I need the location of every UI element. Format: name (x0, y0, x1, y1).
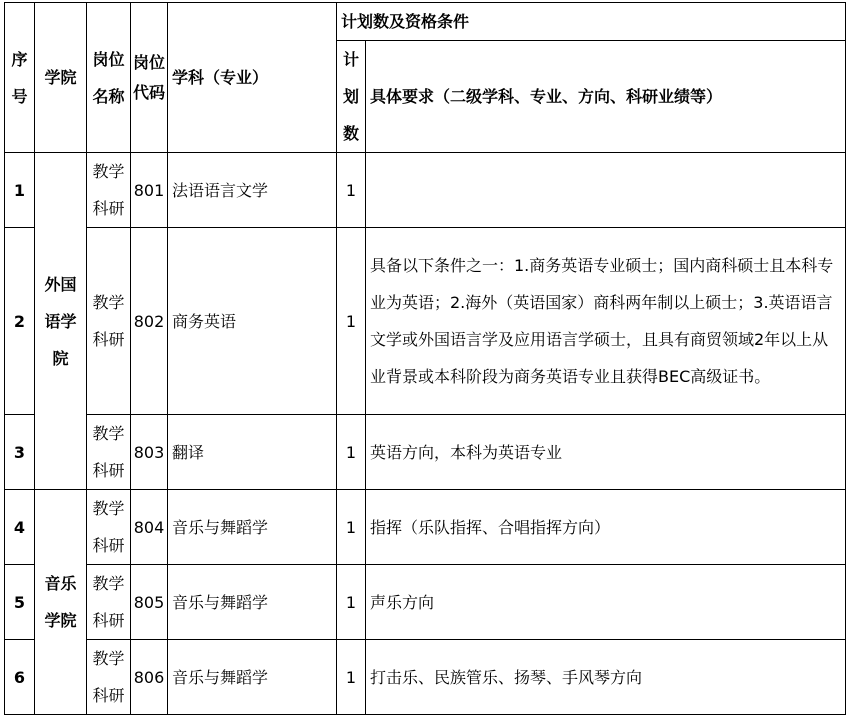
row-post-name: 教学科研 (87, 415, 131, 490)
row-requirement (366, 153, 846, 228)
row-discipline: 法语语言文学 (168, 153, 337, 228)
row-post-name: 教学科研 (87, 228, 131, 415)
row-requirement: 指挥（乐队指挥、合唱指挥方向） (366, 490, 846, 565)
row-discipline: 音乐与舞蹈学 (168, 640, 337, 715)
row-post-name: 教学科研 (87, 153, 131, 228)
row-count: 1 (337, 415, 366, 490)
college-cell: 音乐学院 (35, 490, 87, 715)
header-post-name: 岗位名称 (87, 3, 131, 153)
header-college: 学院 (35, 3, 87, 153)
row-seq: 3 (5, 415, 35, 490)
college-cell: 外国语学院 (35, 153, 87, 490)
row-seq: 1 (5, 153, 35, 228)
header-plan-count: 计划数 (337, 41, 366, 153)
table-row (5, 490, 846, 565)
row-count: 1 (337, 228, 366, 415)
row-requirement: 英语方向，本科为英语专业 (366, 415, 846, 490)
row-post-code: 805 (131, 565, 168, 640)
table-row (5, 153, 846, 228)
row-post-name: 教学科研 (87, 490, 131, 565)
row-discipline: 音乐与舞蹈学 (168, 490, 337, 565)
row-post-code: 806 (131, 640, 168, 715)
row-post-name: 教学科研 (87, 640, 131, 715)
table-row (5, 228, 846, 415)
row-seq: 6 (5, 640, 35, 715)
row-seq: 5 (5, 565, 35, 640)
row-requirement: 打击乐、民族管乐、扬琴、手风琴方向 (366, 640, 846, 715)
row-post-code: 801 (131, 153, 168, 228)
header-post-code: 岗位代码 (131, 3, 168, 153)
header-requirements: 具体要求（二级学科、专业、方向、科研业绩等） (366, 41, 846, 153)
row-count: 1 (337, 153, 366, 228)
row-seq: 2 (5, 228, 35, 415)
header-discipline: 学科（专业） (168, 3, 337, 153)
row-count: 1 (337, 565, 366, 640)
row-discipline: 音乐与舞蹈学 (168, 565, 337, 640)
header-seq: 序号 (5, 3, 35, 153)
row-post-code: 802 (131, 228, 168, 415)
table-row (5, 640, 846, 715)
row-requirement: 声乐方向 (366, 565, 846, 640)
header-plan-group: 计划数及资格条件 (337, 3, 846, 41)
row-count: 1 (337, 490, 366, 565)
row-post-name: 教学科研 (87, 565, 131, 640)
row-seq: 4 (5, 490, 35, 565)
row-discipline: 商务英语 (168, 228, 337, 415)
row-post-code: 803 (131, 415, 168, 490)
row-post-code: 804 (131, 490, 168, 565)
row-requirement: 具备以下条件之一：1.商务英语专业硕士；国内商科硕士且本科专业为英语；2.海外（英语国家）商科两年制以上硕士；3.英语语言文学或外国语言学及应用语言学硕士，且具有商贸领域2年以上从业背景或本科阶段为商务英语专业且获得BEC高级证书。 (366, 228, 846, 415)
recruitment-table (4, 2, 846, 715)
row-discipline: 翻译 (168, 415, 337, 490)
row-count: 1 (337, 640, 366, 715)
table-row (5, 565, 846, 640)
table-row (5, 415, 846, 490)
